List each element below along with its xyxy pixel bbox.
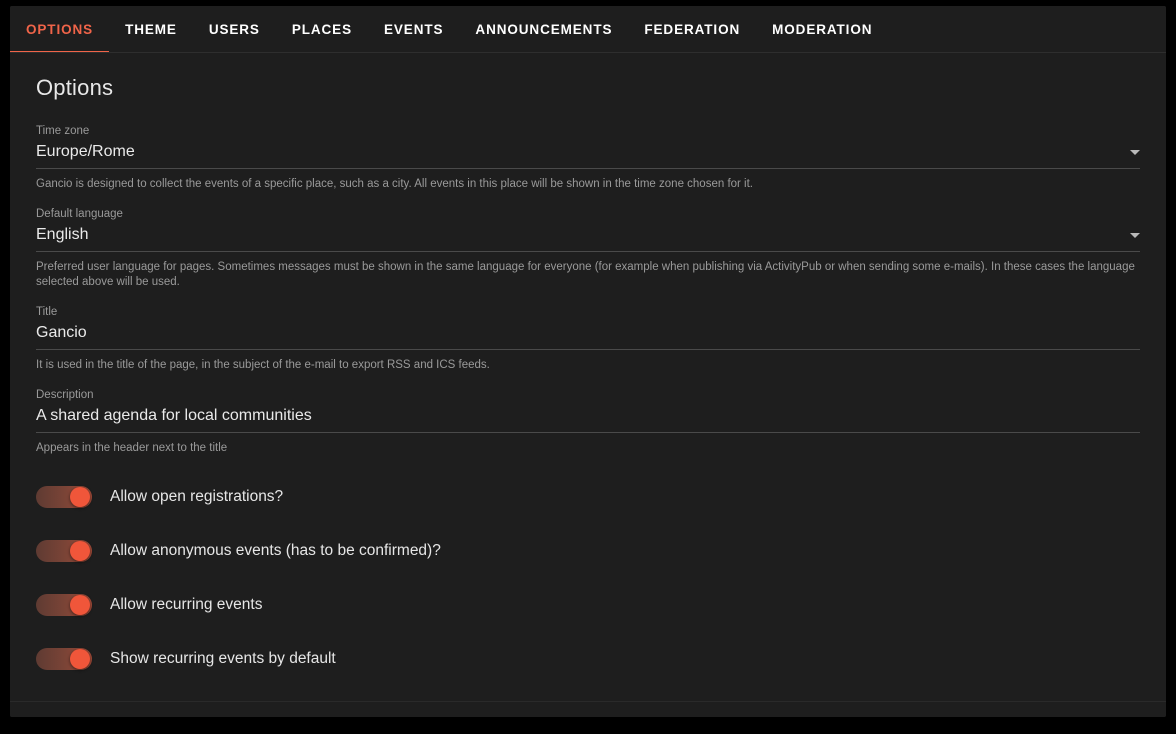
toggle-open-registrations-label: Allow open registrations?	[110, 488, 284, 505]
tab-users-label: USERS	[208, 22, 260, 37]
tab-places[interactable]	[276, 6, 368, 53]
timezone-value: Europe/Rome	[36, 143, 135, 160]
toggle-recurring-events[interactable]	[36, 578, 1140, 632]
options-content	[10, 53, 1166, 686]
switch-thumb	[70, 649, 90, 669]
toggle-show-recurring-default[interactable]	[36, 632, 1140, 686]
toggle-show-recurring-default-label: Show recurring events by default	[110, 650, 336, 667]
toggle-switch[interactable]	[36, 486, 92, 508]
toggle-switch[interactable]	[36, 594, 92, 616]
field-title	[36, 304, 1140, 350]
toggle-recurring-events-label: Allow recurring events	[110, 596, 263, 613]
toggle-anonymous-events[interactable]	[36, 524, 1140, 578]
tab-announcements-label: ANNOUNCEMENTS	[475, 22, 613, 37]
field-timezone	[36, 123, 1140, 169]
chevron-down-icon[interactable]	[1130, 233, 1140, 238]
description-input[interactable]: A shared agenda for local communities	[36, 407, 312, 424]
tab-events-label: EVENTS	[384, 22, 444, 37]
tab-users[interactable]	[193, 6, 276, 53]
language-select[interactable]	[36, 224, 1140, 252]
field-default-language	[36, 206, 1140, 252]
tab-federation-label: FEDERATION	[644, 22, 741, 37]
bottom-bar	[10, 701, 1166, 717]
field-description	[36, 387, 1140, 433]
tab-federation[interactable]	[628, 6, 756, 53]
page-title: Options	[36, 75, 114, 100]
timezone-hint: Gancio is designed to collect the events of a specific place, such as a city. All events in this place will be shown in the time zone chosen for it.	[36, 178, 753, 190]
tab-moderation[interactable]	[756, 6, 888, 53]
title-hint: It is used in the title of the page, in the subject of the e-mail to export RSS and ICS feeds.	[36, 359, 490, 371]
title-input[interactable]: Gancio	[36, 324, 87, 341]
description-hint: Appears in the header next to the title	[36, 442, 228, 454]
tab-options[interactable]	[10, 6, 109, 53]
language-value: English	[36, 226, 89, 243]
tab-options-label: OPTIONS	[26, 22, 94, 37]
tab-theme-label: THEME	[125, 22, 177, 37]
description-input-wrap[interactable]	[36, 405, 1140, 433]
switch-thumb	[70, 595, 90, 615]
chevron-down-icon[interactable]	[1130, 150, 1140, 155]
tab-places-label: PLACES	[291, 22, 352, 37]
tab-announcements[interactable]	[459, 6, 628, 53]
toggle-switch[interactable]	[36, 540, 92, 562]
switch-thumb	[70, 487, 90, 507]
admin-panel	[10, 6, 1166, 717]
toggle-open-registrations[interactable]	[36, 470, 1140, 524]
title-input-wrap[interactable]	[36, 322, 1140, 350]
tab-theme[interactable]	[109, 6, 193, 53]
description-label: Description	[36, 389, 94, 401]
toggle-switch[interactable]	[36, 648, 92, 670]
title-label: Title	[36, 306, 58, 318]
tab-moderation-label: MODERATION	[772, 22, 873, 37]
timezone-select[interactable]	[36, 141, 1140, 169]
toggle-anonymous-events-label: Allow anonymous events (has to be confirmed)?	[110, 542, 441, 559]
tabbar-divider	[10, 52, 1166, 53]
admin-tabbar	[10, 6, 1166, 53]
switch-thumb	[70, 541, 90, 561]
timezone-label: Time zone	[36, 125, 90, 137]
language-hint: Preferred user language for pages. Sometimes messages must be shown in the same language for everyone (for example when publishing via ActivityPub or when sending some e-mails). In these cases the language selected above will be used.	[36, 261, 1135, 288]
language-label: Default language	[36, 208, 123, 220]
tab-events[interactable]	[368, 6, 459, 53]
